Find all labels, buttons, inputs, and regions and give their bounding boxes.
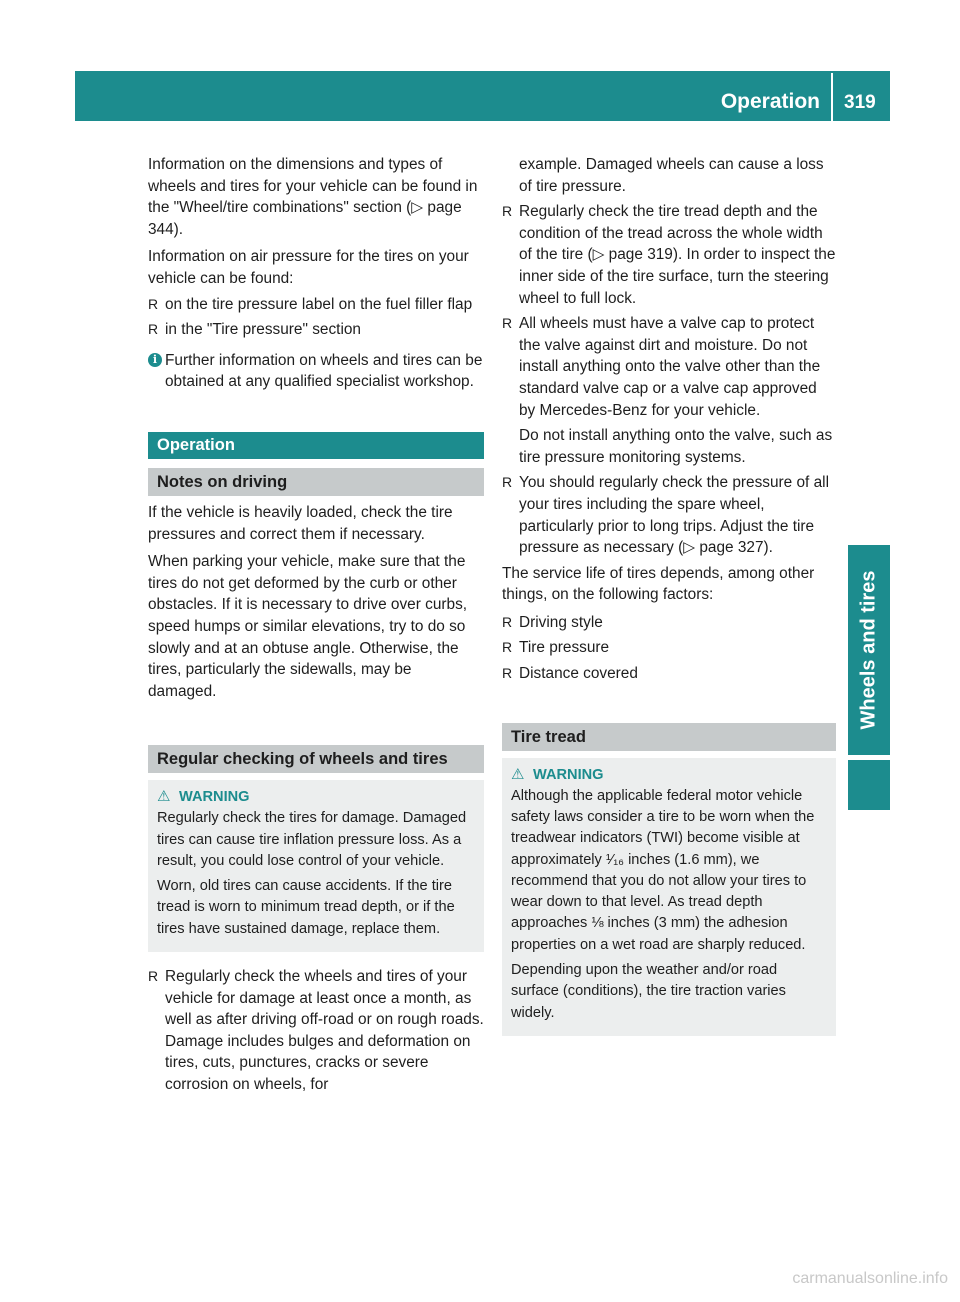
list-item-text: on the tire pressure label on the fuel filler flap (165, 295, 473, 313)
bullet-icon: R (148, 968, 159, 985)
list-item-continuation: example. Damaged wheels can cause a loss of tire pressure. (519, 156, 824, 195)
list-item (502, 472, 836, 558)
subsection-heading-notes-on-driving: Notes on driving (148, 468, 484, 496)
page-number: 319 (844, 92, 876, 113)
bullet-icon: R (502, 474, 513, 491)
footer-watermark: carmanualsonline.info (792, 1270, 948, 1287)
list-item-text: You should regularly check the pressure of all your tires including the spare wheel, particularly prior to long trips. Adjust the tire pressure as necessary (▷ page 327). (519, 474, 829, 557)
warning-label: WARNING (533, 766, 604, 783)
subsection-heading-tire-tread: Tire tread (502, 723, 836, 751)
warning-label: WARNING (179, 789, 250, 806)
list-item (502, 313, 836, 421)
warning-header (157, 786, 475, 808)
warning-paragraph-1: Regularly check the tires for damage. Damaged tires can cause tire inflation pressure loss. As a result, you could lose control of your vehicle. (157, 810, 467, 869)
header-divider (831, 73, 833, 121)
left-column (148, 154, 484, 1100)
info-note (148, 350, 484, 393)
list-item-subparagraph: Do not install anything onto the valve, such as tire pressure monitoring systems. (519, 427, 833, 466)
list-item-text: Regularly check the tire tread depth and the condition of the tread across the whole width of the tire (▷ page 319). In order to inspect the inner side of the tire surface, turn the steering wheel to full lock. (519, 203, 836, 307)
bullet-icon: R (502, 613, 513, 630)
info-note-text: Further information on wheels and tires can be obtained at any qualified specialist workshop. (165, 351, 483, 391)
page-title: Operation (720, 90, 820, 113)
service-life-paragraph: The service life of tires depends, among other things, on the following factors: (502, 564, 815, 604)
list-item (502, 612, 836, 634)
list-item (148, 319, 484, 341)
right-column (502, 154, 836, 1036)
bullet-icon: R (502, 315, 513, 332)
list-item-text: Regularly check the wheels and tires of your vehicle for damage at least once a month, as well as after driving off-road or on rough roads. Damage includes bulges and deformation on tires, cuts, punctures, cracks or severe corrosion on wheels, for (165, 968, 484, 1094)
list-item (148, 966, 484, 1096)
subsection-heading-regular-checking: Regular checking of wheels and tires (148, 745, 484, 773)
warning-paragraph-2: Depending upon the weather and/or road surface (conditions), the tire traction varies widely. (511, 962, 786, 1021)
bullet-icon: R (502, 203, 513, 220)
info-icon: i (148, 353, 162, 367)
warning-header (511, 764, 827, 786)
bullet-icon: R (502, 665, 513, 682)
list-item-text: Driving style (519, 613, 603, 631)
warning-paragraph-1: Although the applicable federal motor vehicle safety laws consider a tire to be worn when the treadwear indicators (TWI) become visible at approximately ¹⁄₁₆ inches (1.6 mm), we recommend that you do not allow your tires to wear down to that level. As tread depth approaches ⅛ inches (3 mm) the adhesion properties on a wet road are sharply reduced. (511, 787, 815, 953)
list-item (502, 201, 836, 309)
list-item (502, 663, 836, 685)
list-item (502, 637, 836, 659)
chapter-tab-label: Wheels and tires (857, 570, 880, 730)
list-item-text: in the "Tire pressure" section (165, 321, 361, 339)
bullet-icon: R (148, 321, 159, 338)
driving-paragraph-2: When parking your vehicle, make sure that the tires do not get deformed by the curb or other obstacles. If it is necessary to drive over curbs, speed humps or similar elevations, try to do so slowly and at an obtuse angle. Otherwise, the tires, particularly the sidewalls, may be damaged. (148, 553, 468, 700)
list-item-text: Distance covered (519, 665, 638, 683)
list-item (148, 294, 484, 316)
warning-box (502, 758, 836, 1036)
chapter-tab-label-box (848, 545, 890, 755)
warning-box (148, 780, 484, 952)
driving-paragraph-1: If the vehicle is heavily loaded, check the tire pressures and correct them if necessary. (148, 503, 453, 543)
bullet-icon: R (148, 295, 159, 312)
intro-paragraph-1: Information on the dimensions and types of wheels and tires for your vehicle can be found in the "Wheel/tire combinations" section (▷ page 344). (148, 156, 478, 238)
section-heading-operation: Operation (148, 432, 484, 459)
intro-paragraph-2: Information on air pressure for the tires on your vehicle can be found: (148, 248, 469, 287)
list-item-text: Tire pressure (519, 639, 610, 657)
warning-paragraph-2: Worn, old tires can cause accidents. If the tire tread is worn to minimum tread depth, or if the tires have sustained damage, replace them. (157, 878, 455, 937)
warning-triangle-icon: ⚠ (157, 788, 171, 806)
warning-triangle-icon: ⚠ (511, 765, 525, 783)
list-item-text: All wheels must have a valve cap to protect the valve against dirt and moisture. Do not install anything onto the valve other than the standard valve cap or a valve cap approved by Mercedes-Benz for your vehicle. (519, 315, 821, 419)
bullet-icon: R (502, 639, 513, 656)
chapter-tab-marker (848, 760, 890, 810)
